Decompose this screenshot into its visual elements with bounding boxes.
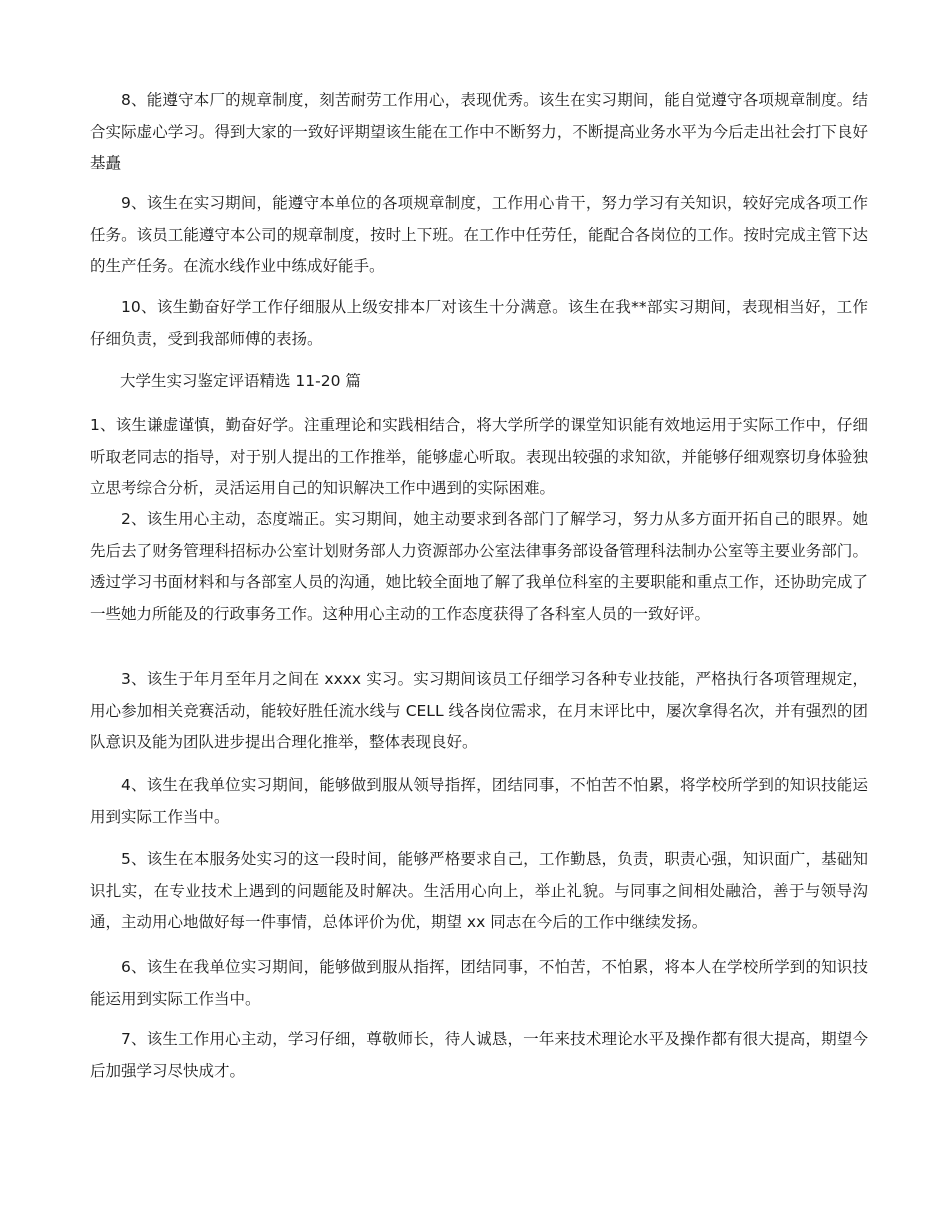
evaluation-paragraph-1: 1、该生谦虚谨慎，勤奋好学。注重理论和实践相结合，将大学所学的课堂知识能有效地运用于实际工作中，仔细听取老同志的指导，对于别人提出的工作推举，能够虚心听取。表现出较强的求知欲，并能够仔细观察切身体验独立思考综合分析，灵活运用自己的知识解决工作中遇到的实际困难。 [90, 416, 868, 497]
evaluation-paragraph-6: 6、该生在我单位实习期间，能够做到服从指挥，团结同事，不怕苦，不怕累，将本人在学校所学到的知识技能运用到实际工作当中。 [90, 958, 868, 1008]
paragraph-8: 8、能遵守本厂的规章制度，刻苦耐劳工作用心，表现优秀。该生在实习期间，能自觉遵守各项规章制度。结合实际虚心学习。得到大家的一致好评期望该生能在工作中不断努力，不断提高业务水平为今后走出社会打下良好基矗 [90, 91, 868, 172]
paragraph-9: 9、该生在实习期间，能遵守本单位的各项规章制度，工作用心肯干，努力学习有关知识，较好完成各项工作任务。该员工能遵守本公司的规章制度，按时上下班。在工作中任劳任，能配合各岗位的工作。按时完成主管下达的生产任务。在流水线作业中练成好能手。 [90, 194, 868, 275]
evaluation-paragraph-2: 2、该生用心主动，态度端正。实习期间，她主动要求到各部门了解学习，努力从多方面开拓自己的眼界。她先后去了财务管理科招标办公室计划财务部人力资源部办公室法律事务部设备管理科法制办公室等主要业务部门。透过学习书面材料和与各部室人员的沟通，她比较全面地了解了我单位科室的主要职能和重点工作，还协助完成了一些她力所能及的行政事务工作。这种用心主动的工作态度获得了各科室人员的一致好评。 [90, 510, 868, 623]
evaluation-paragraph-5: 5、该生在本服务处实习的这一段时间，能够严格要求自己，工作勤恳，负责，职责心强，知识面广，基础知识扎实，在专业技术上遇到的问题能及时解决。生活用心向上，举止礼貌。与同事之间相处融洽，善于与领导沟通，主动用心地做好每一件事情，总体评价为优，期望 xx 同志在今后的工作中继续发扬。 [90, 850, 868, 931]
evaluation-paragraph-3: 3、该生于年月至年月之间在 xxxx 实习。实习期间该员工仔细学习各种专业技能，严格执行各项管理规定，用心参加相关竞赛活动，能较好胜任流水线与 CELL 线各岗位需求，在月末评比中，屡次拿得名次，并有强烈的团队意识及能为团队进步提出合理化推举，整体表现良好。 [90, 670, 868, 751]
paragraph-10: 10、该生勤奋好学工作仔细服从上级安排本厂对该生十分满意。该生在我**部实习期间，表现相当好，工作仔细负责，受到我部师傅的表扬。 [90, 298, 868, 348]
evaluation-paragraph-7: 7、该生工作用心主动，学习仔细，尊敬师长，待人诚恳，一年来技术理论水平及操作都有很大提高，期望今后加强学习尽快成才。 [90, 1030, 868, 1080]
section-heading: 大学生实习鉴定评语精选 11-20 篇 [120, 372, 361, 390]
evaluation-paragraph-4: 4、该生在我单位实习期间，能够做到服从领导指挥，团结同事，不怕苦不怕累，将学校所学到的知识技能运用到实际工作当中。 [90, 776, 868, 826]
